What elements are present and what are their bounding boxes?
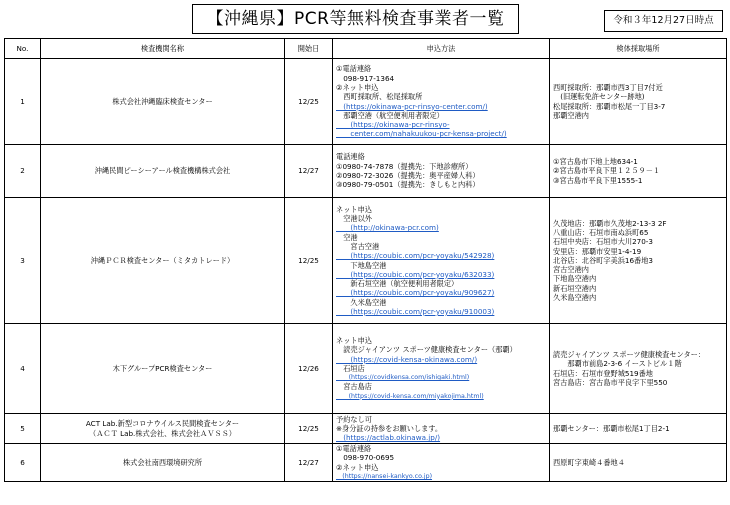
application-link[interactable]: (https://coubic.com/pcr-yoyaku/909627) bbox=[336, 288, 495, 298]
table-row bbox=[5, 145, 727, 198]
cell-application-method bbox=[333, 444, 550, 482]
header-no: No. bbox=[5, 39, 41, 59]
sampling-location-line: 読売ジャイアンツ スポーツ健康検査センター： bbox=[553, 349, 706, 359]
application-method-line: ①電話連絡 bbox=[336, 444, 372, 453]
application-link[interactable]: (https://coubic.com/pcr-yoyaku/542928) bbox=[336, 251, 495, 261]
cell-sampling-location bbox=[550, 145, 727, 198]
application-method-line: 予約なし可 bbox=[336, 414, 372, 424]
cell-no: 3 bbox=[5, 198, 41, 324]
sampling-location-line: 久茂地店：那覇市久茂地2-13-3 2F bbox=[553, 218, 667, 228]
application-link[interactable]: (https://covid-kensa.com/miyakojima.html) bbox=[336, 392, 484, 400]
cell-provider-name bbox=[41, 444, 285, 482]
sampling-location-line: 八重山店：石垣市南ぬ浜町65 bbox=[553, 227, 649, 237]
application-method-line: 098-970-0695 bbox=[336, 453, 395, 463]
cell-start-date: 12/27 bbox=[285, 145, 333, 198]
application-method-line: ネット申込 bbox=[336, 204, 372, 214]
cell-application-method bbox=[333, 324, 550, 414]
sampling-location-line: 宮古島店：宮古島市平良字下里550 bbox=[553, 377, 668, 387]
cell-start-date: 12/25 bbox=[285, 198, 333, 324]
sampling-location-line: 石垣中央店：石垣市大川270-3 bbox=[553, 237, 653, 247]
application-link[interactable]: center.com/nahakuukou-pcr-kensa-project/) bbox=[336, 129, 507, 139]
cell-sampling-location bbox=[550, 324, 727, 414]
table-row bbox=[5, 59, 727, 145]
application-link[interactable]: (https://okinawa-pcr-rinsyo-center.com/) bbox=[336, 101, 488, 111]
application-method-line: 下地島空港 bbox=[336, 260, 387, 270]
cell-provider-name bbox=[41, 59, 285, 145]
application-link[interactable]: (https://coubic.com/pcr-yoyaku/632033) bbox=[336, 269, 495, 279]
header-name: 検査機関名称 bbox=[41, 39, 285, 59]
page-title: 【沖縄県】PCR等無料検査事業者一覧 bbox=[192, 4, 519, 34]
header-application-method: 申込方法 bbox=[333, 39, 550, 59]
application-method-line: ②ネット申込 bbox=[336, 82, 379, 92]
cell-application-method bbox=[333, 145, 550, 198]
sampling-location-line: 那覇空港内 bbox=[553, 110, 589, 120]
cell-provider-name bbox=[41, 145, 285, 198]
application-link[interactable]: (https://actlab.okinawa.jp/) bbox=[336, 433, 441, 443]
cell-no: 2 bbox=[5, 145, 41, 198]
sampling-location-line: 那覇センター：那覇市松尾1丁目2-1 bbox=[553, 423, 670, 433]
application-link[interactable]: (https://covid-kensa-okinawa.com/) bbox=[336, 354, 478, 364]
cell-start-date: 12/26 bbox=[285, 324, 333, 414]
cell-provider-name bbox=[41, 324, 285, 414]
sampling-location-line: 下地島空港内 bbox=[553, 274, 597, 284]
application-method-line: ③0980-79-0501（提携先：きしもと内科） bbox=[336, 180, 480, 190]
application-link[interactable]: (http://okinawa-pcr.com) bbox=[336, 223, 439, 233]
cell-sampling-location bbox=[550, 444, 727, 482]
provider-name-line: 株式会社沖縄臨床検査センター bbox=[112, 96, 213, 106]
application-method-line: 098-917-1364 bbox=[336, 73, 395, 83]
sampling-location-line: 松尾採取所：那覇市松尾一丁目3-7 bbox=[553, 101, 666, 111]
application-method-line: ①0980-74-7878（提携先：下地診療所） bbox=[336, 161, 473, 171]
sampling-location-line: ③宮古島市平良下里1555-1 bbox=[553, 175, 643, 185]
application-link[interactable]: (https://nansei-kankyo.co.jp) bbox=[336, 472, 433, 480]
sampling-location-line: (旧運転免許センター跡地) bbox=[553, 92, 645, 102]
cell-provider-name bbox=[41, 414, 285, 444]
table-row bbox=[5, 414, 727, 444]
application-method-line: 宮古島店 bbox=[336, 382, 372, 392]
table-header-row bbox=[5, 39, 727, 59]
application-method-line: 電話連絡 bbox=[336, 152, 365, 162]
application-method-line: ※身分証の持参をお願いします。 bbox=[336, 423, 443, 433]
cell-no: 1 bbox=[5, 59, 41, 145]
application-method-line: ②ネット申込 bbox=[336, 462, 379, 472]
application-method-line: ①電話連絡 bbox=[336, 64, 372, 74]
sampling-location-line: 安里店：那覇市安里1-4-19 bbox=[553, 246, 642, 256]
provider-name-line: 沖縄ＰＣＲ検査センター（ミタカトレード） bbox=[90, 255, 235, 265]
application-method-line: ネット申込 bbox=[336, 335, 372, 345]
cell-sampling-location bbox=[550, 198, 727, 324]
application-method-line: 西町採取所、松尾採取所 bbox=[336, 92, 423, 102]
application-link[interactable]: (https://covidkensa.com/ishigaki.html) bbox=[336, 374, 470, 382]
cell-sampling-location bbox=[550, 59, 727, 145]
application-link[interactable]: (https://coubic.com/pcr-yoyaku/910003) bbox=[336, 306, 495, 316]
application-link[interactable]: (https://okinawa-pcr-rinsyo- bbox=[336, 120, 450, 130]
application-method-line: 空港 bbox=[336, 232, 358, 242]
provider-table bbox=[4, 38, 727, 482]
date-badge: 令和３年12月27日時点 bbox=[604, 10, 723, 32]
sampling-location-line: 北谷店：北谷町字美浜16番地3 bbox=[553, 255, 653, 265]
provider-name-line: 木下グループPCR検査センター bbox=[112, 363, 213, 373]
cell-application-method bbox=[333, 414, 550, 444]
application-method-line: 空港以外 bbox=[336, 214, 372, 224]
sampling-location-line: 石垣店：石垣市登野城519番地 bbox=[553, 368, 653, 378]
cell-start-date: 12/25 bbox=[285, 414, 333, 444]
application-method-line: 石垣店 bbox=[336, 363, 365, 373]
application-method-line: ②0980-72-3026（提携先：奥平産婦人科） bbox=[336, 171, 480, 180]
sampling-location-line: 西町採取所：那覇市西3丁目7付近 bbox=[553, 82, 663, 92]
cell-start-date: 12/25 bbox=[285, 59, 333, 145]
table-row bbox=[5, 324, 727, 414]
provider-name-line: 株式会社南西環境研究所 bbox=[122, 457, 203, 467]
sampling-location-line: ①宮古島市下地上地634-1 bbox=[553, 157, 638, 167]
application-method-line: 新石垣空港（航空便利用者限定） bbox=[336, 279, 459, 289]
cell-start-date: 12/27 bbox=[285, 444, 333, 482]
sampling-location-line: 久米島空港内 bbox=[553, 293, 597, 303]
header-sampling-location: 検体採取場所 bbox=[550, 39, 727, 59]
table-row bbox=[5, 198, 727, 324]
sampling-location-line: 新石垣空港内 bbox=[553, 283, 597, 293]
table-row bbox=[5, 444, 727, 482]
sampling-location-line: ②宮古島市平良下里１２５９－１ bbox=[553, 166, 661, 176]
application-method-line: 宮古空港 bbox=[336, 241, 380, 251]
sampling-location-line: 那覇市前島2-3-6 イーストビル１階 bbox=[553, 359, 682, 369]
provider-name-line: （ＡＣＴ Lab.株式会社、株式会社ＡＶＳＳ） bbox=[89, 428, 236, 438]
sampling-location-line: 西原町字東崎４番地４ bbox=[553, 457, 625, 467]
application-method-line: 読売ジャイアンツ スポーツ健康検査センター（那覇） bbox=[336, 345, 517, 355]
cell-provider-name bbox=[41, 198, 285, 324]
header-start-date: 開始日 bbox=[285, 39, 333, 59]
cell-no: 5 bbox=[5, 414, 41, 444]
cell-no: 6 bbox=[5, 444, 41, 482]
sampling-location-line: 宮古空港内 bbox=[553, 265, 589, 275]
application-method-line: 那覇空港（航空便利用者限定） bbox=[336, 110, 444, 120]
cell-no: 4 bbox=[5, 324, 41, 414]
cell-application-method bbox=[333, 59, 550, 145]
provider-name-line: 沖縄民間ピーシーアール検査機構株式会社 bbox=[94, 166, 231, 176]
cell-application-method bbox=[333, 198, 550, 324]
application-method-line: 久米島空港 bbox=[336, 297, 387, 307]
provider-name-line: ACT Lab.新型コロナウイルス民間検査センター bbox=[85, 419, 240, 429]
cell-sampling-location bbox=[550, 414, 727, 444]
